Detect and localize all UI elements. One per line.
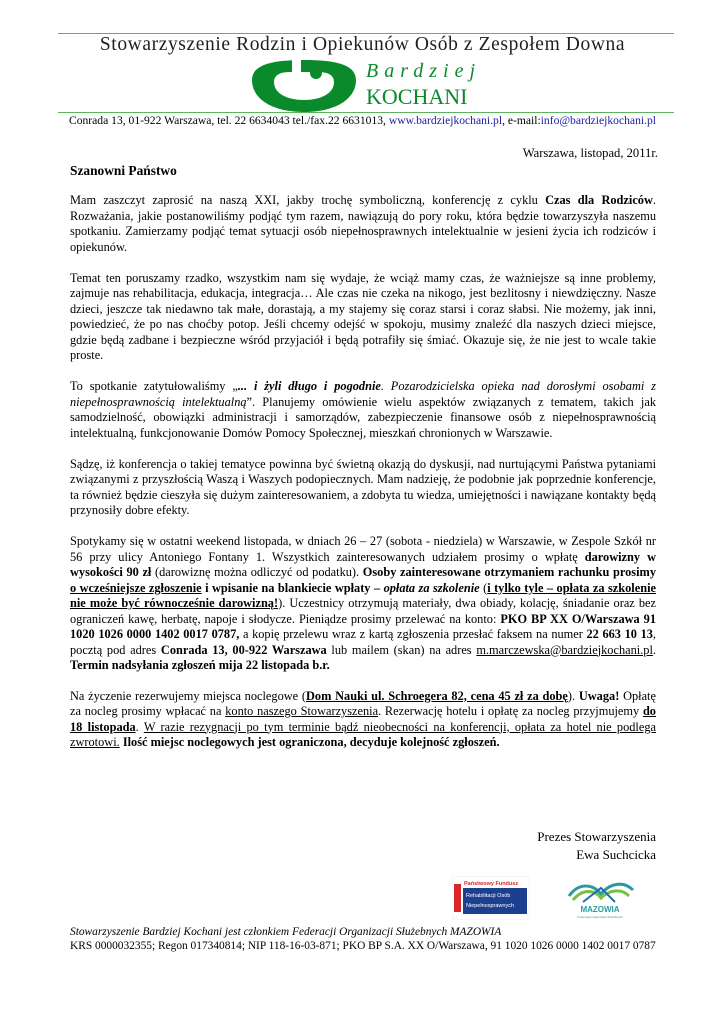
- logo-text-kochani: KOCHANI: [366, 84, 468, 109]
- signatory-name: Ewa Suchcicka: [576, 847, 656, 862]
- email-label: , e-mail:: [502, 114, 541, 127]
- mazowia-logo: [563, 878, 637, 920]
- footer-registration: KRS 0000032355; Regon 017340814; NIP 118-16-03-871; PKO BP S.A. XX O/Warszawa, 91 1020 1026 0000 1402 0017 0787: [70, 940, 656, 952]
- address-text: Conrada 13, 01-922 Warszawa, tel. 22 6634043 tel./fax.22 6631013,: [68, 114, 389, 127]
- pfron-line-1: Państwowy Fundusz: [464, 881, 519, 887]
- header-bottom-rule: [58, 112, 674, 113]
- logo-dot: [310, 67, 322, 79]
- pfron-logo: [452, 876, 530, 920]
- pfron-line-2: Rehabilitacji Osób: [466, 893, 511, 899]
- email-link[interactable]: info@bardziejkochani.pl: [540, 114, 657, 127]
- registration-email[interactable]: m.marczewska@bardziejkochani.pl: [476, 642, 653, 657]
- organization-title: Stowarzyszenie Rodzin i Opiekunów Osób z Zespołem Downa: [99, 34, 626, 55]
- page-footer: [70, 925, 670, 953]
- signatory-role: Prezes Stowarzyszenia: [537, 829, 656, 844]
- logo-green-ring: [252, 60, 356, 112]
- paragraph-6: Na życzenie rezerwujemy miejsca noclegowe (Dom Nauki ul. Schroegera 82, cena 45 zł za dobę). Uwaga! Opłatę za nocleg prosimy wpłacać na konto naszego Stowarzyszenia. Rezerwację hotelu i opłatę za nocleg przyjmujemy do 18 listopada. W razie rezygnacji po tym terminie bądź nieobecności na konferencji, opłata za hotel nie podlega zwrotowi. Ilość miejsc noclegowych jest ograniczona, decyduje kolejność zgłoszeń.: [70, 688, 656, 749]
- paragraph-2: Temat ten poruszamy rzadko, wszystkim nam się wydaje, że wciąż mamy czas, że ważniejsze są inne problemy, zajmuje nas rehabilitacja, edukacja, integracja… Ale czas nie czeka na nikogo, jest bezlitosny i niewdzięczny. Nasze dzieci, jeszcze tak niedawno tak małe, dorastają, a my stajemy się coraz starsi i coraz słabsi. Nie możemy, jak inni, powiedzieć, że po nas choćby potop. Jeśli chcemy odejść w spokoju, musimy znaleźć dla naszych dzieci miejsce, gdzie będą zadbane i bezpieczne wśród przyjaciół i będą potrafiły się śmiać. Okazuje się, że nie jest to wcale takie proste.: [70, 270, 656, 362]
- letter-body: [70, 193, 656, 766]
- footer-membership: Stowarzyszenie Bardziej Kochani jest członkiem Federacji Organizacji Służebnych MAZOWIA: [70, 926, 502, 938]
- logo-text-bardziej: Bardziej: [366, 60, 482, 82]
- pfron-line-3: Niepełnosprawnych: [466, 903, 514, 909]
- contact-address: [0, 114, 725, 127]
- signature-block: [537, 828, 656, 864]
- logo-left-bar: [292, 60, 301, 78]
- paragraph-5: Spotykamy się w ostatni weekend listopada, w dniach 26 – 27 (sobota - niedziela) w Warszawie, w Zespole Szkół nr 56 przy ulicy Antoniego Fontany 1. Wszystkich zainteresowanych udziałem prosimy o wpłatę darowizny w wysokości 90 zł (darowiznę można odliczyć od podatku). Osoby zainteresowane otrzymaniem rachunku prosimy o wcześniejsze zgłoszenie i wpisanie na blankiecie wpłaty – opłata za szkolenie (i tylko tyle – opłata za szkolenie nie może być równocześnie darowizną!). Uczestnicy otrzymują materiały, dwa obiady, kolację, śniadanie oraz bez ograniczeń kawę, herbatę, napoje i słodycze. Pieniądze prosimy przelewać na konto: PKO BP XX O/Warszawa 91 1020 1026 0000 1402 0017 0787, a kopię przelewu wraz z kartą zgłoszenia przesłać faksem na numer 22 663 10 13, pocztą pod adres Conrada 13, 00-922 Warszawa lub mailem (skan) na adres m.marczewska@bardziejkochani.pl. Termin nadsyłania zgłoszeń mija 22 listopada b.r.: [70, 534, 657, 672]
- paragraph-1: Mam zaszczyt zaprosić na naszą XXI, jakby trochę symboliczną, konferencję z cyklu Czas dla Rodziców. Rozważania, jakie postanowiliśmy podjąć tym razem, nawiązują do pory roku, która będzie towarzyszyła naszemu spotkaniu. Zamierzamy podjąć temat sytuacji osób niepełnosprawnych intelektualnie w jesieni życia ich rodziców i opiekunów.: [70, 193, 656, 254]
- website-link[interactable]: www.bardziejkochani.pl: [388, 114, 503, 127]
- letter-date: Warszawa, listopad, 2011r.: [522, 146, 658, 160]
- mazowia-name: MAZOWIA: [580, 905, 620, 914]
- paragraph-4: Sądzę, iż konferencja o takiej tematyce powinna być świetną okazją do dyskusji, nad nurtującymi Państwa pytaniami związanymi z przyszłością Waszą i Waszych podopiecznych. Mam nadzieję, że podobnie jak poprzednie konferencje, ta również będzie cieszyła się dużym zainteresowaniem, a zdobyta tu wiedza, umiejętności i nawiązane kontakty będą przynosiły dobre efekty.: [70, 456, 656, 517]
- paragraph-3: To spotkanie zatytułowaliśmy „... i żyli długo i pogodnie. Pozarodzicielska opieka nad dorosłymi osobami z niepełnosprawnością intelektualną”. Planujemy omówienie wielu aspektów związanych z tematem, takich jak samodzielność, obowiązki administracji i samorządów, zabezpieczenie finansowe osób z niepełnosprawnością intelektualną, funkcjonowanie Domów Pomocy Społecznej, mieszkań chronionych w Warszawie.: [70, 379, 656, 440]
- salutation: Szanowni Państwo: [70, 163, 177, 178]
- mazowia-subtitle: Federacja Organizacji Służebnych: [577, 915, 623, 919]
- organization-logo: [244, 60, 364, 112]
